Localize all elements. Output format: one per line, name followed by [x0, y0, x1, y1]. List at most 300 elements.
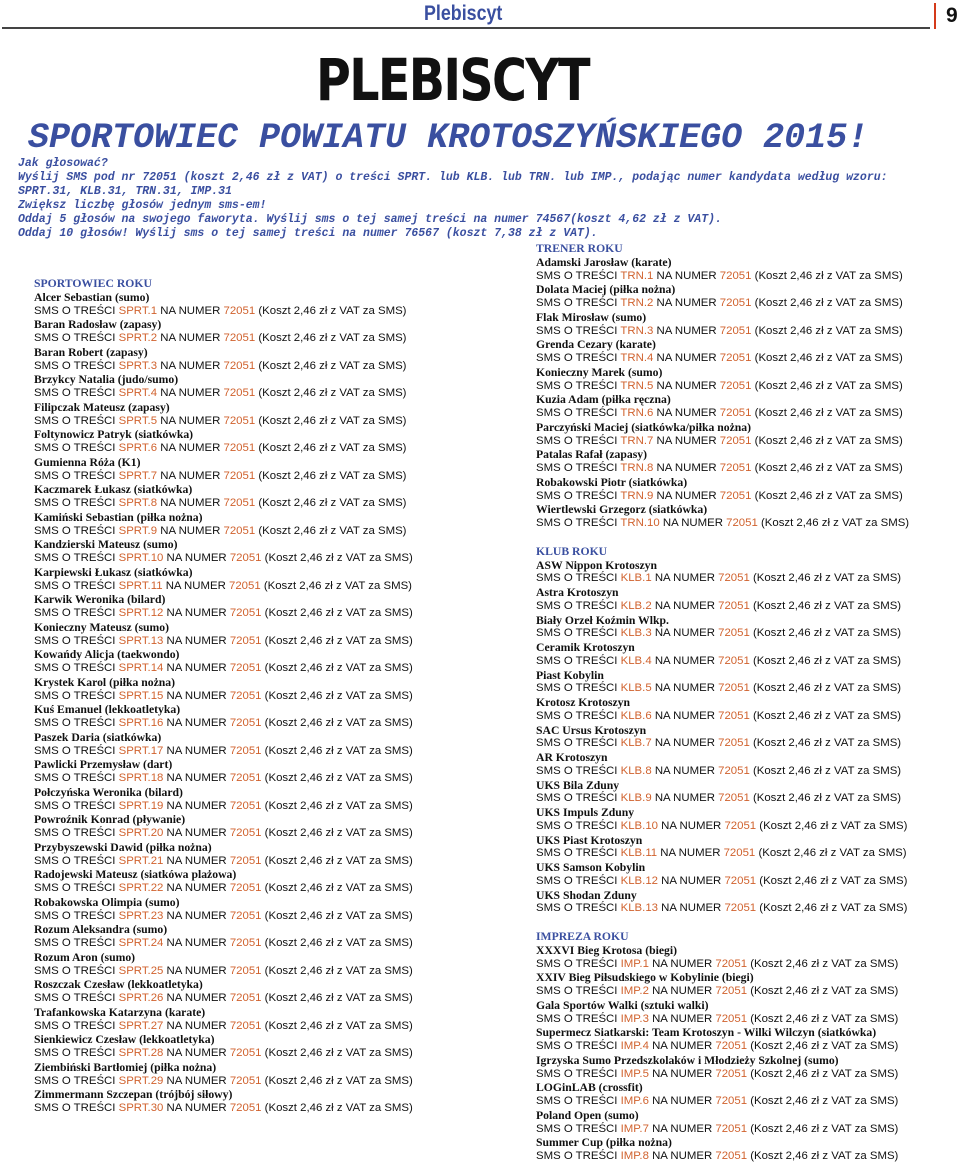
sms-suffix: (Koszt 2,46 zł z VAT za SMS) [747, 1122, 899, 1135]
sms-number: 72051 [719, 297, 752, 309]
sms-code: TRN.9 [620, 489, 654, 502]
candidate-number: 17 [150, 744, 164, 757]
sms-code: SPRT.4 [118, 387, 158, 399]
candidate-number: 11 [150, 579, 163, 592]
sms-number: 72051 [229, 1019, 262, 1032]
sms-code: KLB.10 [620, 819, 658, 832]
sms-suffix: (Koszt 2,46 zł z VAT za SMS) [751, 379, 903, 392]
sms-suffix: (Koszt 2,46 zł z VAT za SMS) [261, 689, 413, 702]
sms-middle: NA NUMER [163, 854, 230, 867]
sms-instruction [34, 387, 413, 401]
candidate-number: 5 [150, 414, 158, 427]
sms-suffix: (Koszt 2,46 zł z VAT za SMS) [749, 709, 902, 722]
sms-number: 72051 [724, 819, 757, 832]
sms-code-prefix: IMP [620, 957, 640, 970]
candidate-name: Kaczmarek Łukasz (siatkówka) [34, 483, 193, 497]
header-rule [2, 27, 930, 29]
sms-number: 72051 [719, 352, 752, 364]
sms-suffix: (Koszt 2,46 zł z VAT za SMS) [255, 387, 407, 399]
sms-code-prefix: IMP [620, 985, 640, 997]
sms-code: KLB.12 [620, 874, 658, 887]
sms-middle: NA NUMER [653, 352, 720, 364]
sms-number: 72051 [719, 379, 752, 392]
sms-code: SPRT.22 [118, 882, 164, 894]
sms-prefix: SMS O TREŚCI [34, 524, 119, 537]
sms-prefix: SMS O TREŚCI [536, 1012, 621, 1025]
sms-suffix: (Koszt 2,46 zł z VAT za SMS) [747, 1095, 899, 1107]
sms-suffix: (Koszt 2,46 zł z VAT za SMS) [261, 854, 413, 867]
sms-code: SPRT.19 [118, 799, 164, 812]
sms-number: 72051 [223, 332, 256, 344]
sms-code-prefix: SPRT [118, 442, 148, 454]
sms-prefix: SMS O TREŚCI [34, 1074, 119, 1087]
sms-code-prefix: TRN [620, 434, 644, 447]
sms-instruction [34, 305, 413, 319]
sms-instruction [536, 462, 909, 476]
sms-code-prefix: IMP [620, 1095, 640, 1107]
candidate-name: SAC Ursus Krotoszyn [536, 723, 647, 737]
left-column [34, 277, 413, 1116]
sms-code: SPRT.11 [118, 579, 163, 592]
candidate-name: LOGinLAB (crossfit) [536, 1081, 643, 1095]
sms-code-prefix: SPRT [118, 717, 148, 729]
sms-instruction [536, 297, 909, 311]
sms-middle: NA NUMER [651, 764, 719, 777]
candidate-number: 2 [647, 297, 654, 309]
candidate-name: Parczyński Maciej (siatkówka/piłka nożna) [536, 420, 752, 434]
sms-middle: NA NUMER [157, 497, 224, 509]
sms-number: 72051 [229, 662, 262, 674]
sms-code: IMP.6 [620, 1095, 649, 1107]
candidate-number: 9 [150, 524, 158, 537]
sms-suffix: (Koszt 2,46 zł z VAT za SMS) [749, 599, 902, 612]
sms-suffix: (Koszt 2,46 zł z VAT za SMS) [747, 1040, 899, 1052]
sms-code: SPRT.30 [118, 1102, 164, 1114]
sms-number: 72051 [229, 964, 262, 977]
sms-instruction [536, 572, 909, 586]
sms-code-prefix: SPRT [118, 689, 148, 702]
candidate-name: Alcer Sebastian (sumo) [34, 290, 150, 304]
page-number: 9 [946, 4, 958, 27]
sms-code-prefix: SPRT [118, 1047, 148, 1059]
intro-line: Zwiększ liczbę głosów jednym sms-em! [18, 198, 267, 212]
sms-code: SPRT.18 [118, 772, 164, 784]
sms-middle: NA NUMER [653, 489, 720, 502]
sms-number: 72051 [229, 992, 262, 1004]
candidate-number: 1 [645, 572, 652, 585]
sms-instruction [536, 325, 909, 339]
candidate-name: Poland Open (sumo) [536, 1108, 639, 1122]
sms-prefix: SMS O TREŚCI [536, 902, 621, 915]
sms-code: IMP.8 [620, 1150, 649, 1162]
sms-middle: NA NUMER [163, 772, 230, 784]
sms-instruction [34, 552, 413, 566]
sms-middle: NA NUMER [653, 462, 720, 474]
candidate-name: Karwik Weronika (bilard) [34, 593, 166, 607]
sms-prefix: SMS O TREŚCI [34, 634, 119, 647]
sms-code-prefix: SPRT [118, 937, 148, 949]
sms-middle: NA NUMER [659, 517, 727, 529]
main-title: PLEBISCYT [316, 46, 589, 114]
sms-prefix: SMS O TREŚCI [34, 332, 119, 344]
sms-instruction [536, 847, 909, 861]
sms-code: KLB.5 [620, 682, 652, 695]
sms-number: 72051 [718, 764, 750, 777]
sms-middle: NA NUMER [648, 1150, 716, 1162]
sms-middle: NA NUMER [163, 689, 230, 702]
sms-number: 72051 [229, 909, 262, 922]
sms-middle: NA NUMER [648, 1012, 716, 1025]
sms-code: IMP.4 [620, 1040, 649, 1052]
sms-number: 72051 [229, 689, 262, 702]
sms-suffix: (Koszt 2,46 zł z VAT za SMS) [749, 792, 902, 805]
sms-prefix: SMS O TREŚCI [536, 599, 621, 612]
sms-suffix: (Koszt 2,46 zł z VAT za SMS) [261, 552, 413, 564]
sms-code: SPRT.26 [118, 992, 164, 1004]
sms-number: 72051 [229, 744, 262, 757]
sms-suffix: (Koszt 2,46 zł z VAT za SMS) [755, 847, 907, 860]
sms-number: 72051 [229, 1102, 262, 1114]
sms-prefix: SMS O TREŚCI [34, 1047, 119, 1059]
sms-prefix: SMS O TREŚCI [536, 874, 621, 887]
candidate-name: Piast Kobylin [536, 668, 604, 682]
sms-prefix: SMS O TREŚCI [536, 407, 621, 419]
sms-code: SPRT.14 [118, 662, 164, 674]
candidate-name: Powroźnik Konrad (pływanie) [34, 813, 186, 827]
candidate-name: Patalas Rafał (zapasy) [536, 448, 648, 462]
sms-suffix: (Koszt 2,46 zł z VAT za SMS) [261, 717, 413, 729]
candidate-number: 4 [645, 654, 652, 667]
sms-code-prefix: IMP [620, 1122, 640, 1135]
sms-code-prefix: TRN [620, 379, 644, 392]
sms-code-prefix: TRN [620, 489, 644, 502]
candidate-name: Sienkiewicz Czesław (lekkoatletyka) [34, 1033, 215, 1047]
sms-suffix: (Koszt 2,46 zł z VAT za SMS) [747, 985, 899, 997]
candidate-number: 30 [150, 1102, 164, 1114]
section-sportowiec-roku [34, 277, 413, 1116]
sms-code-prefix: SPRT [118, 359, 148, 372]
candidate-number: 28 [150, 1047, 164, 1059]
sms-code: KLB.13 [620, 902, 658, 915]
sms-suffix: (Koszt 2,46 zł z VAT za SMS) [747, 1012, 899, 1025]
sms-suffix: (Koszt 2,46 zł z VAT za SMS) [261, 799, 413, 812]
sms-middle: NA NUMER [163, 1074, 230, 1087]
sms-number: 72051 [223, 414, 256, 427]
candidate-number: 18 [150, 772, 164, 784]
sms-middle: NA NUMER [163, 964, 230, 977]
candidate-number: 5 [642, 1067, 649, 1080]
sms-code-prefix: SPRT [118, 607, 148, 619]
sms-suffix: (Koszt 2,46 zł z VAT za SMS) [261, 909, 413, 922]
sms-prefix: SMS O TREŚCI [536, 489, 621, 502]
candidate-number: 2 [150, 332, 158, 344]
sms-middle: NA NUMER [648, 1040, 716, 1052]
sms-code-prefix: TRN [620, 517, 644, 529]
sms-number: 72051 [719, 269, 752, 282]
sms-number: 72051 [715, 1040, 748, 1052]
sms-instruction [536, 958, 909, 972]
sms-code-prefix: IMP [620, 1040, 640, 1052]
sms-code: KLB.8 [620, 764, 652, 777]
sms-code: SPRT.17 [118, 744, 164, 757]
sms-prefix: SMS O TREŚCI [34, 607, 119, 619]
sms-prefix: SMS O TREŚCI [34, 359, 119, 372]
sms-number: 72051 [726, 517, 758, 529]
candidate-name: Kamiński Sebastian (piłka nożna) [34, 510, 203, 524]
sms-code-prefix: SPRT [118, 552, 148, 564]
candidate-number: 10 [150, 552, 164, 564]
candidate-name: Rozum Aron (sumo) [34, 950, 136, 964]
candidate-name: Baran Radosław (zapasy) [34, 318, 162, 332]
sms-prefix: SMS O TREŚCI [536, 709, 621, 722]
sms-middle: NA NUMER [651, 627, 719, 640]
sms-code: TRN.8 [620, 462, 654, 474]
candidate-number: 1 [150, 304, 158, 317]
candidate-name: Przybyszewski Dawid (piłka nożna) [34, 840, 212, 854]
candidate-number: 24 [150, 937, 164, 949]
sms-middle: NA NUMER [157, 414, 224, 427]
sms-instruction [536, 407, 909, 421]
candidate-name: Flak Mirosław (sumo) [536, 310, 647, 324]
sms-instruction [34, 827, 413, 841]
sms-middle: NA NUMER [651, 599, 719, 612]
sms-number: 72051 [228, 579, 261, 592]
sms-code-prefix: KLB [620, 682, 643, 695]
candidate-name: Konieczny Mateusz (sumo) [34, 620, 170, 634]
sms-instruction [536, 435, 909, 449]
candidate-name: Ceramik Krotoszyn [536, 641, 635, 654]
sms-prefix: SMS O TREŚCI [34, 799, 119, 812]
intro-line: Oddaj 5 głosów na swojego faworyta. Wyślij sms o tej samej treści na numer 74567(koszt 4,62 zł z VAT). [18, 212, 722, 226]
sms-suffix: (Koszt 2,46 zł z VAT za SMS) [261, 964, 413, 977]
sms-middle: NA NUMER [157, 524, 224, 537]
sms-prefix: SMS O TREŚCI [34, 689, 119, 702]
sms-prefix: SMS O TREŚCI [536, 1067, 621, 1080]
sms-instruction [34, 525, 413, 539]
sms-prefix: SMS O TREŚCI [34, 579, 119, 592]
sms-suffix: (Koszt 2,46 zł z VAT za SMS) [261, 662, 413, 674]
sms-code: SPRT.6 [118, 442, 158, 454]
sms-instruction [34, 800, 413, 814]
sms-middle: NA NUMER [651, 654, 719, 667]
sms-middle: NA NUMER [163, 1102, 230, 1114]
sms-code: IMP.5 [620, 1067, 649, 1080]
sms-prefix: SMS O TREŚCI [536, 269, 621, 282]
candidate-name: UKS Piast Krotoszyn [536, 833, 643, 847]
candidate-name: Ziembiński Bartłomiej (piłka nożna) [34, 1060, 217, 1074]
sms-middle: NA NUMER [653, 434, 720, 447]
sms-instruction [34, 992, 413, 1006]
sms-instruction [34, 497, 413, 511]
sms-prefix: SMS O TREŚCI [536, 792, 621, 805]
sms-middle: NA NUMER [163, 882, 230, 894]
candidate-name: Paszek Daria (siatkówka) [34, 730, 162, 744]
candidate-name: Krotosz Krotoszyn [536, 696, 631, 709]
sms-suffix: (Koszt 2,46 zł z VAT za SMS) [255, 304, 407, 317]
sms-number: 72051 [223, 497, 256, 509]
sms-suffix: (Koszt 2,46 zł z VAT za SMS) [751, 297, 903, 309]
sms-code-prefix: SPRT [118, 882, 148, 894]
candidate-name: Adamski Jarosław (karate) [536, 255, 672, 269]
sms-instruction [34, 1075, 413, 1089]
candidate-number: 4 [647, 352, 654, 364]
candidate-name: Supermecz Siatkarski: Team Krotoszyn - Wilki Wilczyn (siatkówka) [536, 1026, 877, 1040]
sms-code-prefix: SPRT [118, 524, 148, 537]
sms-code-prefix: SPRT [118, 414, 148, 427]
sms-code: KLB.2 [620, 599, 652, 612]
sms-suffix: (Koszt 2,46 zł z VAT za SMS) [749, 682, 902, 695]
sms-prefix: SMS O TREŚCI [536, 517, 621, 529]
sms-number: 72051 [229, 607, 262, 619]
sms-suffix: (Koszt 2,46 zł z VAT za SMS) [261, 772, 413, 784]
sms-code-prefix: SPRT [118, 744, 148, 757]
sms-instruction [34, 745, 413, 759]
sms-instruction [34, 332, 413, 346]
sms-prefix: SMS O TREŚCI [34, 1019, 119, 1032]
candidate-number: 26 [150, 992, 164, 1004]
sms-prefix: SMS O TREŚCI [34, 882, 119, 894]
sms-code-prefix: KLB [620, 572, 643, 585]
sms-number: 72051 [223, 359, 256, 372]
sms-code-prefix: KLB [620, 792, 643, 805]
sms-instruction [536, 875, 909, 889]
sms-code-prefix: SPRT [118, 964, 148, 977]
sms-prefix: SMS O TREŚCI [34, 772, 119, 784]
sms-prefix: SMS O TREŚCI [536, 985, 621, 997]
candidate-name: UKS Impuls Zduny [536, 806, 635, 819]
candidate-number: 8 [645, 764, 652, 777]
sms-number: 72051 [223, 524, 256, 537]
intro-line: Jak głosować? [18, 157, 108, 170]
sms-middle: NA NUMER [163, 827, 230, 839]
sms-number: 72051 [229, 634, 262, 647]
candidate-number: 12 [645, 874, 658, 887]
sms-code-prefix: TRN [620, 407, 644, 419]
sms-middle: NA NUMER [648, 985, 716, 997]
sms-instruction [536, 380, 909, 394]
header-page-divider [934, 3, 936, 29]
sms-code: SPRT.21 [118, 854, 164, 867]
candidate-name: Astra Krotoszyn [536, 586, 619, 599]
candidate-name: Foltynowicz Patryk (siatkówka) [34, 428, 194, 442]
sms-code-prefix: TRN [620, 462, 644, 474]
sms-suffix: (Koszt 2,46 zł z VAT za SMS) [261, 1019, 413, 1032]
sms-prefix: SMS O TREŚCI [34, 442, 119, 454]
sms-suffix: (Koszt 2,46 zł z VAT za SMS) [751, 489, 903, 502]
sms-code: KLB.1 [620, 572, 652, 585]
sms-suffix: (Koszt 2,46 zł z VAT za SMS) [261, 937, 413, 949]
candidate-name: Gala Sportów Walki (sztuki walki) [536, 998, 709, 1012]
sms-prefix: SMS O TREŚCI [34, 827, 119, 839]
candidate-number: 20 [150, 827, 164, 839]
candidate-number: 21 [150, 854, 164, 867]
sms-code-prefix: TRN [620, 297, 644, 309]
sms-suffix: (Koszt 2,46 zł z VAT za SMS) [261, 882, 413, 894]
sms-instruction [536, 1150, 909, 1164]
sms-instruction [34, 965, 413, 979]
sms-prefix: SMS O TREŚCI [536, 1040, 621, 1052]
sms-suffix: (Koszt 2,46 zł z VAT za SMS) [261, 827, 413, 839]
candidate-name: Summer Cup (piłka nożna) [536, 1136, 672, 1150]
sms-code: SPRT.16 [118, 717, 164, 729]
voting-instructions [18, 157, 888, 240]
sms-number: 72051 [229, 1074, 262, 1087]
candidate-name: UKS Samson Kobylin [536, 861, 646, 874]
sms-code: KLB.7 [620, 737, 652, 750]
sms-code: TRN.10 [620, 517, 660, 529]
candidate-name: Radojewski Mateusz (siatkówa plażowa) [34, 868, 237, 882]
sms-middle: NA NUMER [163, 607, 230, 619]
sms-code: SPRT.8 [118, 497, 158, 509]
sms-number: 72051 [229, 937, 262, 949]
candidate-name: Roszczak Czesław (lekkoatletyka) [34, 978, 203, 992]
sms-instruction [536, 517, 909, 531]
sms-prefix: SMS O TREŚCI [536, 297, 621, 309]
sms-code: KLB.6 [620, 709, 652, 722]
sms-prefix: SMS O TREŚCI [34, 992, 119, 1004]
sms-middle: NA NUMER [163, 717, 230, 729]
candidate-name: Rozum Aleksandra (sumo) [34, 923, 168, 937]
sms-code-prefix: KLB [620, 737, 643, 750]
sms-middle: NA NUMER [163, 909, 230, 922]
candidate-number: 27 [150, 1019, 164, 1032]
candidate-number: 6 [150, 442, 158, 454]
candidate-number: 22 [150, 882, 164, 894]
section-title: SPORTOWIEC ROKU [34, 277, 152, 290]
candidate-name: XXIV Bieg Piłsudskiego w Kobylinie (biegi) [536, 971, 754, 985]
candidate-number: 7 [642, 1122, 649, 1135]
sms-middle: NA NUMER [648, 1095, 716, 1107]
sms-number: 72051 [229, 799, 262, 812]
sms-code: SPRT.29 [118, 1074, 164, 1087]
candidate-number: 12 [150, 607, 164, 619]
sms-number: 72051 [715, 1122, 748, 1135]
candidate-name: Kuzia Adam (piłka ręczna) [536, 393, 671, 407]
sms-number: 72051 [229, 882, 262, 894]
sms-prefix: SMS O TREŚCI [34, 387, 119, 399]
sms-suffix: (Koszt 2,46 zł z VAT za SMS) [260, 579, 412, 592]
candidate-name: Zimmermann Szczepan (trójbój siłowy) [34, 1088, 233, 1102]
sms-number: 72051 [718, 654, 750, 667]
candidate-number: 2 [642, 985, 649, 997]
candidate-name: Kowańdy Alicja (taekwondo) [34, 648, 180, 662]
candidate-number: 14 [150, 662, 164, 674]
sms-middle: NA NUMER [653, 407, 720, 419]
sms-suffix: (Koszt 2,46 zł z VAT za SMS) [751, 352, 903, 364]
sms-middle: NA NUMER [157, 359, 224, 372]
sms-code-prefix: SPRT [118, 772, 148, 784]
sms-code-prefix: SPRT [118, 827, 148, 839]
sms-instruction [536, 710, 909, 724]
section-impreza-roku [536, 930, 909, 1164]
candidate-number: 1 [642, 957, 649, 970]
sms-number: 72051 [719, 407, 752, 419]
sms-number: 72051 [719, 324, 752, 337]
sms-instruction [536, 1123, 909, 1137]
candidate-name: XXXVI Bieg Krotosa (biegi) [536, 943, 677, 957]
sms-code-prefix: TRN [620, 269, 644, 282]
candidate-number: 19 [150, 799, 164, 812]
sms-suffix: (Koszt 2,46 zł z VAT za SMS) [757, 517, 910, 529]
sms-code: SPRT.28 [118, 1047, 164, 1059]
sms-code-prefix: SPRT [118, 909, 148, 922]
sms-code: IMP.3 [620, 1012, 649, 1025]
sms-prefix: SMS O TREŚCI [536, 819, 621, 832]
sms-number: 72051 [718, 737, 750, 750]
sms-prefix: SMS O TREŚCI [536, 352, 621, 364]
sms-prefix: SMS O TREŚCI [34, 909, 119, 922]
sms-prefix: SMS O TREŚCI [34, 964, 119, 977]
